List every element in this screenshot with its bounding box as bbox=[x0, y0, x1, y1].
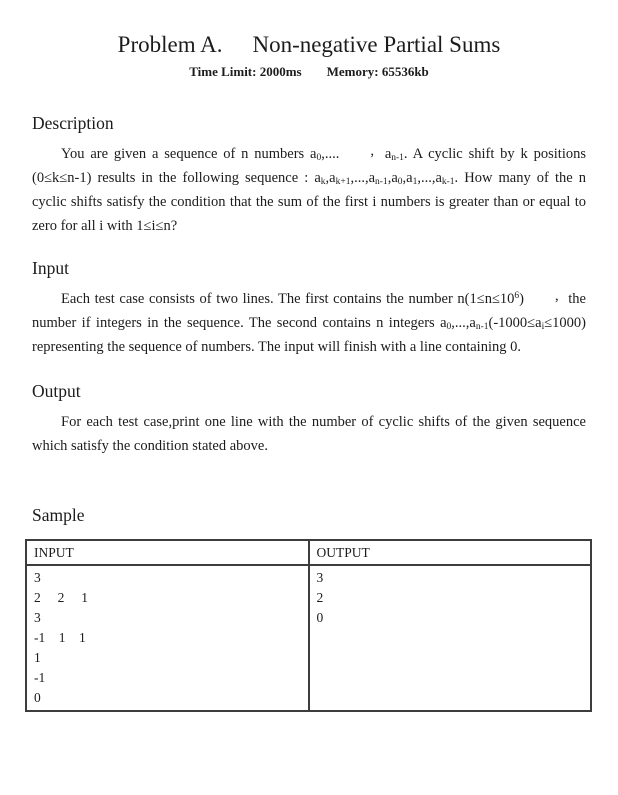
sample-line: 2 2 1 bbox=[34, 590, 88, 605]
subscript: n-1 bbox=[375, 177, 388, 187]
subscript: 0 bbox=[446, 322, 452, 332]
limits-line bbox=[32, 63, 586, 81]
memory-limit: Memory: 65536kb bbox=[326, 64, 429, 79]
superscript: 6 bbox=[514, 291, 520, 301]
subscript: k-1 bbox=[441, 177, 455, 187]
description-heading: Description bbox=[32, 113, 114, 133]
problem-label: Problem A. bbox=[117, 32, 223, 57]
subscript: n-1 bbox=[391, 153, 404, 163]
input-heading: Input bbox=[32, 258, 69, 278]
subscript: 0 bbox=[397, 177, 403, 187]
sample-line: 0 bbox=[34, 690, 41, 705]
subscript: i bbox=[541, 322, 545, 332]
sample-table-head bbox=[26, 540, 591, 565]
sample-line: 3 bbox=[34, 610, 41, 625]
section-input bbox=[32, 257, 586, 359]
input-paragraph: Each test case consists of two lines. The first contains the number $n(1\le n\le 10^6)$ , the number if integers in the sequence. The second contains n integers $a_0,...,a_{n-1}(-1000\le a_i\le 1000)$ representing the sequence of numbers. The input will finish with a line containing 0. bbox=[32, 288, 586, 355]
subscript: 1 bbox=[412, 177, 418, 187]
subscript: n-1 bbox=[475, 322, 489, 332]
section-description bbox=[32, 112, 586, 238]
sample-table bbox=[25, 539, 592, 712]
sample-col-header-output: OUTPUT bbox=[309, 540, 592, 565]
sample-heading: Sample bbox=[32, 505, 85, 525]
sample-line: 1 bbox=[34, 650, 41, 665]
sample-line: 3 bbox=[34, 570, 41, 585]
sample-col-header-input: INPUT bbox=[26, 540, 309, 565]
subscript: k+1 bbox=[335, 177, 351, 187]
sample-content-row bbox=[26, 565, 591, 711]
time-limit: Time Limit: 2000ms bbox=[189, 64, 302, 79]
sample-line: -1 1 1 bbox=[34, 630, 86, 645]
problem-name: Non-negative Partial Sums bbox=[252, 32, 501, 57]
sample-cell-input bbox=[26, 565, 309, 711]
sample-table-body bbox=[26, 565, 591, 711]
sample-line: 3 bbox=[316, 570, 324, 585]
subscript: 0 bbox=[316, 153, 322, 163]
page-title bbox=[32, 30, 586, 60]
output-paragraph: For each test case,print one line with the number of cyclic shifts of the given sequence which satisfy the condition stated above. bbox=[32, 414, 586, 454]
section-sample bbox=[32, 504, 586, 712]
sample-line: -1 bbox=[34, 670, 46, 685]
description-paragraph: You are given a sequence of n numbers $a_0$,.... , $a_{n-1}$. A cyclic shift by k positions (0≤k≤n-1) results in the following sequence : $a_k,a_{k+1},...,a_{n-1},a_0,a_1,...,a_{k-1}$. How many of the n cyclic shifts satisfy the condition that the sum of the first i numbers is greater than or equal to zero for all i with 1≤i≤n? bbox=[32, 143, 586, 234]
sample-header-row bbox=[26, 540, 591, 565]
sample-cell-output bbox=[309, 565, 592, 711]
output-heading: Output bbox=[32, 381, 81, 401]
subscript: k bbox=[320, 177, 326, 187]
problem-statement-page bbox=[0, 30, 618, 712]
sample-line: 0 bbox=[316, 610, 324, 625]
section-output bbox=[32, 380, 586, 458]
sample-line: 2 bbox=[316, 590, 324, 605]
